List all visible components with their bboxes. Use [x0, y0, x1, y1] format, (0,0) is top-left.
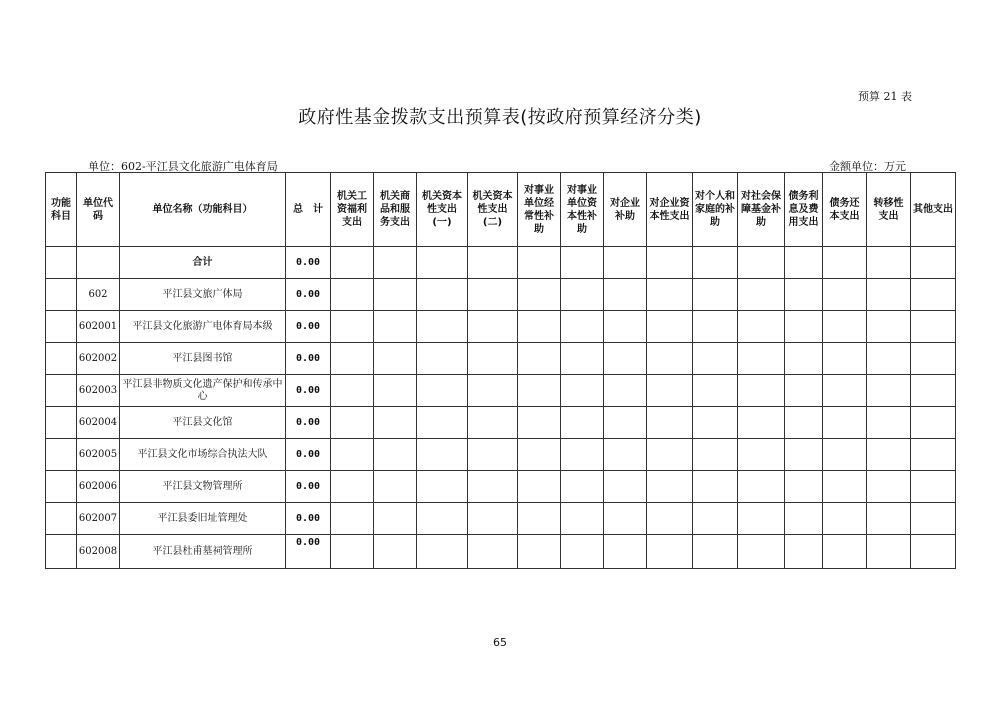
amount-cell	[867, 343, 911, 375]
amount-cell	[604, 343, 647, 375]
column-header	[604, 173, 647, 247]
amount-cell	[693, 535, 738, 569]
table-row	[46, 535, 956, 569]
amount-cell	[647, 503, 693, 535]
unit-code-cell: 602004	[77, 407, 120, 439]
column-header-label: 机关工资福利支出	[337, 191, 367, 228]
total-cell: 0.00	[286, 407, 331, 439]
amount-cell	[518, 407, 561, 439]
total-cell: 0.00	[286, 439, 331, 471]
table-row	[46, 311, 956, 343]
amount-cell	[647, 311, 693, 343]
table-row	[46, 343, 956, 375]
amount-cell	[331, 407, 374, 439]
unit-name-cell: 平江县文化市场综合执法大队	[120, 439, 286, 471]
amount-cell	[468, 247, 518, 279]
unit-code-cell: 602	[77, 279, 120, 311]
column-header	[561, 173, 604, 247]
amount-cell	[823, 503, 867, 535]
amount-cell	[738, 311, 785, 343]
function-code-cell	[46, 279, 77, 311]
column-header-label: 总 计	[293, 204, 323, 215]
unit-code-cell	[77, 247, 120, 279]
amount-cell	[561, 439, 604, 471]
amount-cell	[417, 375, 468, 407]
amount-cell	[867, 279, 911, 311]
amount-cell	[604, 247, 647, 279]
unit-code-cell: 602007	[77, 503, 120, 535]
amount-cell	[693, 407, 738, 439]
amount-cell	[647, 279, 693, 311]
amount-cell	[468, 311, 518, 343]
amount-cell	[867, 439, 911, 471]
amount-cell	[785, 471, 823, 503]
column-header	[46, 173, 77, 247]
table-number: 预算 21 表	[858, 90, 912, 103]
amount-cell	[693, 343, 738, 375]
amount-cell	[738, 247, 785, 279]
amount-cell	[417, 407, 468, 439]
amount-cell	[561, 247, 604, 279]
amount-cell	[911, 279, 956, 311]
unit-name-cell: 平江县文旅广体局	[120, 279, 286, 311]
amount-cell	[647, 535, 693, 569]
amount-cell	[468, 407, 518, 439]
function-code-cell	[46, 375, 77, 407]
amount-cell	[785, 439, 823, 471]
amount-cell	[867, 375, 911, 407]
amount-cell	[331, 247, 374, 279]
total-cell: 0.00	[286, 343, 331, 375]
amount-cell	[911, 503, 956, 535]
amount-cell	[785, 535, 823, 569]
amount-cell	[331, 343, 374, 375]
amount-cell	[647, 471, 693, 503]
amount-cell	[417, 503, 468, 535]
amount-cell	[518, 343, 561, 375]
amount-cell	[911, 439, 956, 471]
amount-cell	[374, 247, 417, 279]
amount-cell	[468, 279, 518, 311]
amount-cell	[374, 439, 417, 471]
amount-cell	[738, 439, 785, 471]
amount-cell	[911, 343, 956, 375]
amount-cell	[468, 439, 518, 471]
amount-unit-label: 金额单位：万元	[829, 160, 906, 173]
amount-cell	[911, 471, 956, 503]
amount-cell	[647, 439, 693, 471]
amount-cell	[911, 535, 956, 569]
function-code-cell	[46, 471, 77, 503]
unit-code-cell: 602005	[77, 439, 120, 471]
amount-cell	[693, 375, 738, 407]
total-cell: 0.00	[286, 247, 331, 279]
unit-label: 单位：602-平江县文化旅游广电体育局	[88, 160, 278, 173]
function-code-cell	[46, 407, 77, 439]
page-number: 65	[493, 636, 507, 649]
amount-cell	[417, 279, 468, 311]
amount-cell	[604, 375, 647, 407]
amount-cell	[561, 311, 604, 343]
amount-cell	[374, 375, 417, 407]
amount-cell	[785, 343, 823, 375]
amount-cell	[331, 471, 374, 503]
amount-cell	[867, 311, 911, 343]
amount-cell	[693, 247, 738, 279]
column-header	[77, 173, 120, 247]
table-row	[46, 439, 956, 471]
amount-cell	[374, 311, 417, 343]
function-code-cell	[46, 535, 77, 569]
amount-cell	[468, 535, 518, 569]
amount-cell	[561, 471, 604, 503]
column-header-label: 对事业单位经常性补助	[524, 184, 554, 235]
amount-cell	[374, 407, 417, 439]
amount-cell	[911, 311, 956, 343]
column-header	[518, 173, 561, 247]
amount-cell	[518, 279, 561, 311]
total-cell: 0.00	[286, 311, 331, 343]
column-header	[374, 173, 417, 247]
amount-cell	[331, 279, 374, 311]
amount-cell	[823, 535, 867, 569]
column-header-label: 机关资本性支出(二)	[472, 191, 513, 228]
column-header	[867, 173, 911, 247]
total-cell: 0.00	[286, 503, 331, 535]
amount-cell	[911, 247, 956, 279]
amount-cell	[867, 247, 911, 279]
amount-cell	[785, 311, 823, 343]
amount-cell	[417, 471, 468, 503]
function-code-cell	[46, 439, 77, 471]
amount-cell	[693, 503, 738, 535]
amount-cell	[738, 375, 785, 407]
amount-cell	[867, 471, 911, 503]
amount-cell	[518, 311, 561, 343]
amount-cell	[518, 471, 561, 503]
amount-cell	[331, 311, 374, 343]
amount-cell	[738, 279, 785, 311]
amount-cell	[823, 471, 867, 503]
column-header-label: 功能科目	[51, 197, 71, 222]
column-header-label: 单位代码	[83, 197, 113, 222]
table-row	[46, 375, 956, 407]
amount-cell	[417, 535, 468, 569]
function-code-cell	[46, 343, 77, 375]
amount-cell	[417, 343, 468, 375]
column-header	[417, 173, 468, 247]
total-cell: 0.00	[286, 375, 331, 407]
amount-cell	[738, 535, 785, 569]
unit-code-cell: 602008	[77, 535, 120, 569]
amount-cell	[468, 343, 518, 375]
amount-cell	[867, 535, 911, 569]
amount-cell	[823, 407, 867, 439]
column-header	[911, 173, 956, 247]
amount-cell	[823, 375, 867, 407]
amount-cell	[867, 407, 911, 439]
amount-cell	[518, 375, 561, 407]
amount-cell	[374, 471, 417, 503]
column-header-label: 对企业补助	[610, 197, 640, 222]
column-header	[693, 173, 738, 247]
amount-cell	[911, 375, 956, 407]
amount-cell	[738, 407, 785, 439]
amount-cell	[468, 503, 518, 535]
amount-cell	[518, 247, 561, 279]
unit-name-cell: 平江县杜甫墓祠管理所	[120, 535, 286, 569]
amount-cell	[561, 503, 604, 535]
amount-cell	[561, 279, 604, 311]
amount-cell	[374, 535, 417, 569]
amount-cell	[374, 343, 417, 375]
unit-code-cell: 602001	[77, 311, 120, 343]
amount-cell	[785, 407, 823, 439]
table-row	[46, 279, 956, 311]
amount-cell	[647, 375, 693, 407]
table-header-row	[46, 173, 956, 247]
total-cell: 0.00	[286, 471, 331, 503]
function-code-cell	[46, 311, 77, 343]
amount-cell	[518, 503, 561, 535]
amount-cell	[331, 439, 374, 471]
amount-cell	[693, 311, 738, 343]
amount-cell	[785, 503, 823, 535]
unit-name-cell: 平江县文化旅游广电体育局本级	[120, 311, 286, 343]
unit-name-cell: 平江县文物管理所	[120, 471, 286, 503]
column-header-label: 机关资本性支出(一)	[422, 191, 462, 228]
column-header-label: 转移性支出	[873, 197, 904, 222]
amount-cell	[417, 439, 468, 471]
amount-cell	[823, 247, 867, 279]
column-header	[785, 173, 823, 247]
total-cell: 0.00	[286, 535, 331, 569]
amount-cell	[693, 471, 738, 503]
amount-cell	[374, 279, 417, 311]
amount-cell	[867, 503, 911, 535]
function-code-cell	[46, 247, 77, 279]
amount-cell	[518, 439, 561, 471]
column-header	[120, 173, 286, 247]
amount-cell	[785, 279, 823, 311]
amount-cell	[561, 343, 604, 375]
function-code-cell	[46, 503, 77, 535]
column-header-label: 单位名称（功能科目）	[152, 204, 253, 215]
unit-code-cell: 602003	[77, 375, 120, 407]
amount-cell	[417, 247, 468, 279]
column-header-label: 对企业资本性支出	[649, 197, 690, 222]
unit-code-cell: 602002	[77, 343, 120, 375]
amount-cell	[374, 503, 417, 535]
amount-cell	[604, 439, 647, 471]
amount-cell	[604, 535, 647, 569]
amount-cell	[823, 439, 867, 471]
amount-cell	[561, 407, 604, 439]
amount-cell	[331, 535, 374, 569]
column-header-label: 债务还本支出	[829, 197, 860, 222]
unit-name-cell: 平江县委旧址管理处	[120, 503, 286, 535]
amount-cell	[693, 439, 738, 471]
column-header-label: 对社会保障基金补助	[741, 191, 781, 228]
column-header	[468, 173, 518, 247]
amount-cell	[468, 375, 518, 407]
amount-cell	[561, 535, 604, 569]
amount-cell	[693, 279, 738, 311]
table-body	[46, 247, 956, 569]
unit-code-cell: 602006	[77, 471, 120, 503]
amount-cell	[518, 535, 561, 569]
column-header	[331, 173, 374, 247]
budget-table	[45, 172, 956, 569]
amount-cell	[738, 503, 785, 535]
column-header	[823, 173, 867, 247]
total-cell: 0.00	[286, 279, 331, 311]
amount-cell	[647, 247, 693, 279]
column-header-label: 其他支出	[913, 204, 953, 215]
amount-cell	[604, 471, 647, 503]
column-header-label: 对事业单位资本性补助	[567, 184, 597, 235]
table-row	[46, 247, 956, 279]
column-header	[286, 173, 331, 247]
column-header	[738, 173, 785, 247]
amount-cell	[468, 471, 518, 503]
table-row	[46, 471, 956, 503]
unit-name-cell: 平江县图书馆	[120, 343, 286, 375]
amount-cell	[331, 503, 374, 535]
table-row	[46, 503, 956, 535]
column-header	[647, 173, 693, 247]
amount-cell	[647, 343, 693, 375]
amount-cell	[417, 311, 468, 343]
column-header-label: 债务利息及费用支出	[788, 191, 819, 228]
table-row	[46, 407, 956, 439]
amount-cell	[331, 375, 374, 407]
amount-cell	[823, 311, 867, 343]
unit-name-cell: 平江县文化馆	[120, 407, 286, 439]
amount-cell	[911, 407, 956, 439]
column-header-label: 机关商品和服务支出	[380, 191, 410, 228]
unit-name-cell: 平江县非物质文化遗产保护和传承中心	[120, 375, 286, 407]
amount-cell	[738, 471, 785, 503]
amount-cell	[647, 407, 693, 439]
amount-cell	[604, 503, 647, 535]
amount-cell	[561, 375, 604, 407]
amount-cell	[738, 343, 785, 375]
amount-cell	[604, 407, 647, 439]
amount-cell	[785, 375, 823, 407]
amount-cell	[604, 311, 647, 343]
column-header-label: 对个人和家庭的补助	[695, 191, 735, 228]
unit-name-cell: 合计	[120, 247, 286, 279]
amount-cell	[785, 247, 823, 279]
amount-cell	[823, 279, 867, 311]
amount-cell	[823, 343, 867, 375]
amount-cell	[604, 279, 647, 311]
document-title: 政府性基金拨款支出预算表(按政府预算经济分类)	[298, 107, 702, 128]
